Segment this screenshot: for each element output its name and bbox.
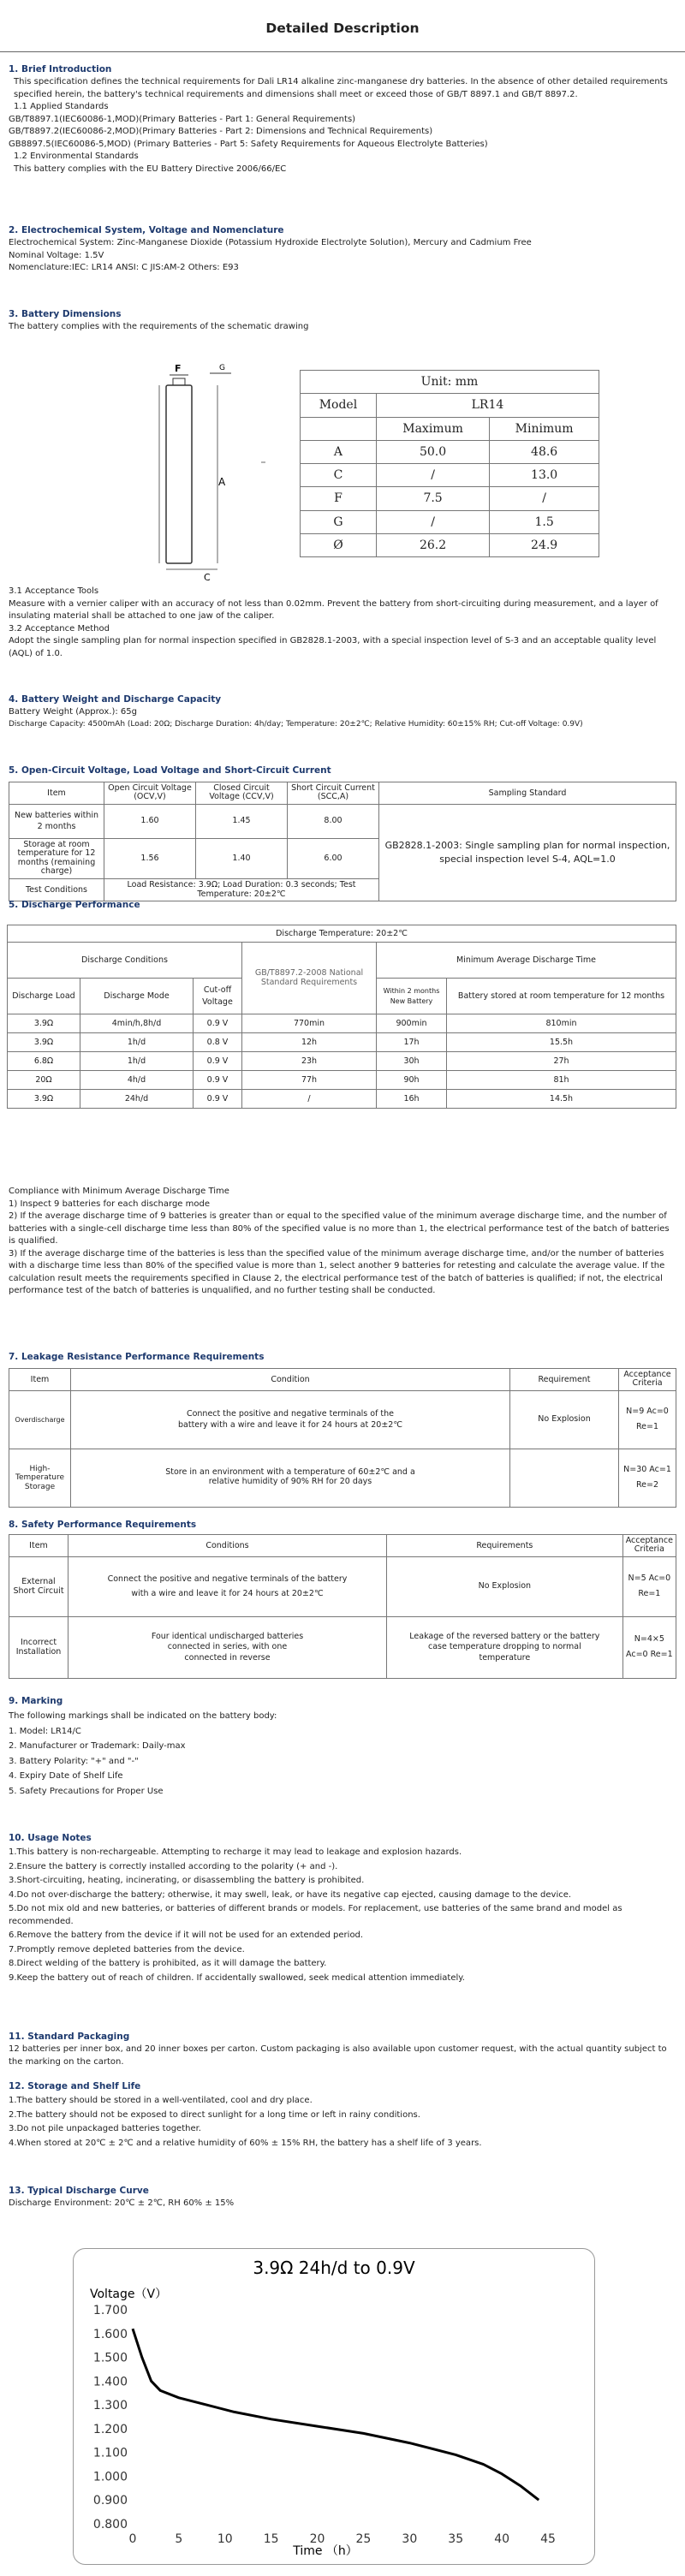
- cell: N=4×5 Ac=0 Re=1: [622, 1616, 676, 1678]
- y-tick-label: 1.000: [92, 2470, 128, 2484]
- section-heading: 8. Safety Performance Requirements: [9, 1520, 197, 1530]
- cell: 27h: [447, 1052, 676, 1071]
- header-cell: Open Circuit Voltage (OCV,V): [104, 782, 196, 805]
- x-tick-label: 15: [263, 2532, 279, 2546]
- table-row: [301, 487, 599, 510]
- cell: 81h: [447, 1071, 676, 1090]
- list-item: 7.Promptly remove depleted batteries from the device.: [9, 1944, 245, 1954]
- table-caption: Unit: mm: [301, 371, 599, 394]
- paragraph: This specification defines the technical requirements for Dali LR14 alkaline zinc-manganese dry batteries. In the absence of other detailed requirements specified herein, the battery's technical requirements and dimensions shall meet or exceed those of GB/T 8897.1 and GB/T 8897.2.: [14, 77, 668, 99]
- paragraph: The battery complies with the requirements of the schematic drawing: [9, 322, 309, 332]
- leakage-table: [9, 1368, 676, 1508]
- list-item: 2.Ensure the battery is correctly installed according to the polarity (+ and -).: [9, 1861, 338, 1871]
- voltage-table: [9, 782, 676, 901]
- list-item: 3.Short-circuiting, heating, incinerating, or disassembling the battery is prohibited.: [9, 1876, 365, 1886]
- table-row: [8, 1052, 676, 1071]
- cell: F: [301, 487, 377, 510]
- header-cell: Discharge Temperature: 20±2℃: [8, 925, 676, 943]
- paragraph: Adopt the single sampling plan for normal inspection specified in GB2828.1-2003, with a special inspection level of S-3 and an acceptable quality level (AQL) of 1.0.: [9, 636, 657, 658]
- section-heading: 9. Marking: [9, 1696, 63, 1706]
- section-packaging: [9, 2031, 676, 2068]
- section-heading: 2. Electrochemical System, Voltage and Nomenclature: [9, 225, 284, 235]
- header-cell: Requirement: [510, 1369, 619, 1391]
- header-cell: Acceptance Criteria: [619, 1369, 676, 1391]
- cell: 20Ω: [8, 1071, 80, 1090]
- header-cell: Cut-off Voltage: [194, 979, 242, 1014]
- list-item: 4. Expiry Date of Shelf Life: [9, 1771, 123, 1782]
- dim-label-a: A: [218, 476, 226, 488]
- cell: [510, 1449, 619, 1507]
- standard-item: GB/T8897.1(IEC60086-1,MOD)(Primary Batteries - Part 1: General Requirements): [9, 114, 356, 124]
- header-cell: Minimum Average Discharge Time: [377, 943, 676, 979]
- header-cell: Requirements: [387, 1535, 623, 1557]
- x-tick-label: 5: [175, 2532, 183, 2546]
- cell: GB2828.1-2003: Single sampling plan for normal inspection, special inspection level S-4, AQL=1.0: [379, 804, 676, 901]
- cell: N=5 Ac=0 Re=1: [622, 1556, 676, 1616]
- chart-title: 3.9Ω 24h/d to 0.9V: [253, 2258, 415, 2278]
- section-safety: [9, 1519, 676, 1532]
- list-item: 2. Manufacturer or Trademark: Daily-max: [9, 1741, 186, 1752]
- paragraph: This battery complies with the EU Battery Directive 2006/66/EC: [14, 164, 287, 174]
- cell: 3.9Ω: [8, 1014, 80, 1033]
- cell: 900min: [377, 1014, 447, 1033]
- section-acceptance: [9, 586, 676, 660]
- section-marking: [9, 1695, 676, 1798]
- paragraph: 1) Inspect 9 batteries for each discharge mode: [9, 1199, 210, 1209]
- table-row: [301, 510, 599, 533]
- battery-drawing: [128, 360, 283, 584]
- standard-item: GB/T8897.2(IEC60086-2,MOD)(Primary Batteries - Part 2: Dimensions and Technical Requirements): [9, 127, 433, 137]
- list-item: 5.Do not mix old and new batteries, or batteries of different brands or models. For replacement, use batteries of the same brand and model as recommended.: [9, 1904, 622, 1926]
- discharge-table: [7, 925, 676, 1109]
- section-heading: 5. Discharge Performance: [9, 900, 140, 910]
- cell: No Explosion: [510, 1390, 619, 1449]
- paragraph: Measure with a vernier caliper with an accuracy of not less than 0.02mm. Prevent the battery from short-circuiting during measurement, and a layer of insulating material shall be attached to one jaw of the caliper.: [9, 598, 658, 621]
- cell: Connect the positive and negative terminals of the battery with a wire and leave it for 24 hours at 20±2℃: [68, 1556, 387, 1616]
- cell: 8.00: [288, 804, 379, 838]
- table-row: [301, 464, 599, 487]
- header-cell: Minimum: [490, 417, 599, 440]
- cell: Store in an environment with a temperature of 60±2℃ and a relative humidity of 90% RH for 20 days: [71, 1449, 510, 1507]
- x-tick-label: 30: [402, 2532, 418, 2546]
- cell: External Short Circuit: [9, 1556, 68, 1616]
- table-row: [301, 440, 599, 463]
- cell: 1.60: [104, 804, 196, 838]
- cell: High-Temperature Storage: [9, 1449, 71, 1507]
- table-row: [9, 1556, 676, 1616]
- cell: Overdischarge: [9, 1390, 71, 1449]
- cell: No Explosion: [387, 1556, 623, 1616]
- header-cell: Discharge Load: [8, 979, 80, 1014]
- cell: 90h: [377, 1071, 447, 1090]
- header-cell: Discharge Mode: [80, 979, 194, 1014]
- header-cell: Closed Circuit Voltage (CCV,V): [196, 782, 288, 805]
- safety-table: [9, 1534, 676, 1679]
- table-row: [9, 1390, 676, 1449]
- paragraph: 12 batteries per inner box, and 20 inner boxes per carton. Custom packaging is also available upon customer request, with the actual quantity subject to the marking on the carton.: [9, 2044, 667, 2067]
- dim-label-c: C: [204, 572, 211, 583]
- cell: New batteries within 2 months: [9, 804, 104, 838]
- x-tick-label: 25: [355, 2532, 372, 2546]
- section-brief-intro: [9, 63, 676, 176]
- cell: 0.9 V: [194, 1052, 242, 1071]
- list-item: 2.The battery should not be exposed to direct sunlight for a long time or left in rainy conditions.: [9, 2109, 420, 2120]
- x-tick-label: 20: [309, 2532, 325, 2546]
- header-cell: [301, 417, 377, 440]
- section-voltage: [9, 764, 676, 777]
- y-tick-label: 0.900: [92, 2494, 128, 2508]
- section-heading: 3. Battery Dimensions: [9, 309, 122, 319]
- y-tick-label: 1.400: [92, 2375, 128, 2389]
- y-axis-label: Voltage（V）: [90, 2287, 168, 2301]
- list-item: 4.Do not over-discharge the battery; otherwise, it may swell, leak, or have its negative cap ejected, causing damage to the device.: [9, 1889, 572, 1900]
- section-leakage: [9, 1351, 676, 1364]
- section-heading: 1. Brief Introduction: [9, 64, 112, 74]
- cell: Incorrect Installation: [9, 1616, 68, 1678]
- dim-label-f: F: [175, 363, 182, 374]
- cell: 1h/d: [80, 1052, 194, 1071]
- list-item: 3.Do not pile unpackaged batteries together.: [9, 2124, 201, 2134]
- list-item: 3. Battery Polarity: "+" and "-": [9, 1756, 139, 1766]
- cell: 0.9 V: [194, 1014, 242, 1033]
- x-tick-label: 45: [540, 2532, 556, 2546]
- cell: /: [376, 510, 489, 533]
- cell: /: [376, 464, 489, 487]
- y-tick-label: 1.700: [92, 2304, 128, 2317]
- list-item: 9.Keep the battery out of reach of children. If accidentally swallowed, seek medical attention immediately.: [9, 1972, 465, 1983]
- cell: 1h/d: [80, 1033, 194, 1052]
- cell: Leakage of the reversed battery or the battery case temperature dropping to normal temperature: [387, 1616, 623, 1678]
- section-usage-notes: [9, 1832, 676, 1984]
- dim-label-g: G: [219, 364, 225, 372]
- y-tick-label: 1.300: [92, 2399, 128, 2413]
- cell: Test Conditions: [9, 878, 104, 901]
- section-weight-capacity: [9, 693, 676, 730]
- section-heading: 13. Typical Discharge Curve: [9, 2186, 149, 2196]
- cell: 12h: [242, 1033, 377, 1052]
- table-row: [8, 1014, 676, 1033]
- header-cell: Within 2 months New Battery: [377, 979, 447, 1014]
- cell: /: [490, 487, 599, 510]
- cell: 16h: [377, 1090, 447, 1109]
- section-discharge: [9, 899, 676, 912]
- section-heading: 4. Battery Weight and Discharge Capacity: [9, 694, 222, 705]
- section-heading: 11. Standard Packaging: [9, 2032, 130, 2042]
- cell: 17h: [377, 1033, 447, 1052]
- x-tick-label: 40: [494, 2532, 510, 2546]
- section-heading: 7. Leakage Resistance Performance Requirements: [9, 1352, 265, 1362]
- paragraph: Nomenclature:IEC: LR14 ANSI: C JIS:AM-2 Others: E93: [9, 263, 239, 273]
- y-tick-label: 0.800: [92, 2518, 128, 2531]
- standard-item: GB8897.5(IEC60086-5,MOD) (Primary Batteries - Part 5: Safety Requirements for Aqueous Electrolyte Batteries): [9, 139, 488, 149]
- table-row: [8, 1090, 676, 1109]
- cell: 14.5h: [447, 1090, 676, 1109]
- cell: 1.40: [196, 838, 288, 878]
- table-row: [9, 1616, 676, 1678]
- header-cell: Item: [9, 1369, 71, 1391]
- cell: 48.6: [490, 440, 599, 463]
- paragraph: Discharge Capacity: 4500mAh (Load: 20Ω; Discharge Duration: 4h/day; Temperature: 20±2℃; Relative Humidity: 60±15% RH; Cut-off Voltage: 0.9V): [9, 719, 583, 729]
- header-cell: Item: [9, 1535, 68, 1557]
- section-storage: [9, 2080, 676, 2150]
- cell: A: [301, 440, 377, 463]
- cell: Four identical undischarged batteries connected in series, with one connected in reverse: [68, 1616, 387, 1678]
- subheading: 3.1 Acceptance Tools: [9, 586, 99, 596]
- cell: 6.8Ω: [8, 1052, 80, 1071]
- cell: 23h: [242, 1052, 377, 1071]
- header-cell: Discharge Conditions: [8, 943, 242, 979]
- paragraph: Electrochemical System: Zinc-Manganese Dioxide (Potassium Hydroxide Electrolyte Solution), Mercury and Cadmium Free: [9, 238, 532, 248]
- cell: 770min: [242, 1014, 377, 1033]
- cell: 15.5h: [447, 1033, 676, 1052]
- header-cell: Acceptance Criteria: [622, 1535, 676, 1557]
- list-item: 1. Model: LR14/C: [9, 1726, 81, 1736]
- cell: 7.5: [376, 487, 489, 510]
- cell: N=30 Ac=1 Re=2: [619, 1449, 676, 1507]
- x-tick-label: 0: [128, 2532, 137, 2546]
- y-tick-label: 1.200: [92, 2422, 128, 2436]
- cell: 13.0: [490, 464, 599, 487]
- cell: Load Resistance: 3.9Ω; Load Duration: 0.3 seconds; Test Temperature: 20±2℃: [104, 878, 379, 901]
- cell: G: [301, 510, 377, 533]
- cell: 3.9Ω: [8, 1033, 80, 1052]
- y-tick-label: 1.100: [92, 2446, 128, 2460]
- cell: 26.2: [376, 534, 489, 557]
- header-cell: GB/T8897.2-2008 National Standard Requirements: [242, 943, 377, 1014]
- subheading: Compliance with Minimum Average Discharge Time: [9, 1187, 229, 1196]
- list-item: 4.When stored at 20℃ ± 2℃ and a relative humidity of 60% ± 15% RH, the battery has a shelf life of 3 years.: [9, 2138, 482, 2148]
- cell: /: [242, 1090, 377, 1109]
- cell: Storage at room temperature for 12 months (remaining charge): [9, 838, 104, 878]
- header-cell: Condition: [71, 1369, 510, 1391]
- table-row: [8, 1033, 676, 1052]
- paragraph: Discharge Environment: 20℃ ± 2℃, RH 60% ± 15%: [9, 2198, 235, 2209]
- x-tick-label: 35: [448, 2532, 464, 2546]
- header-cell: Battery stored at room temperature for 12 months: [447, 979, 676, 1014]
- table-row: [301, 534, 599, 557]
- cell: 4min/h,8h/d: [80, 1014, 194, 1033]
- cell: 0.9 V: [194, 1071, 242, 1090]
- subheading: 3.2 Acceptance Method: [9, 623, 110, 634]
- cell: 24.9: [490, 534, 599, 557]
- discharge-curve-chart: [73, 2248, 595, 2565]
- header-cell: Item: [9, 782, 104, 805]
- header-cell: Model: [301, 394, 377, 417]
- header-cell: LR14: [376, 394, 599, 417]
- cell: C: [301, 464, 377, 487]
- y-tick-label: 1.600: [92, 2327, 128, 2341]
- x-axis-label: Time （h）: [293, 2544, 358, 2558]
- cell: 0.9 V: [194, 1090, 242, 1109]
- list-item: 5. Safety Precautions for Proper Use: [9, 1786, 164, 1796]
- cell: 77h: [242, 1071, 377, 1090]
- cell: Connect the positive and negative terminals of the battery with a wire and leave it for 24 hours at 20±2℃: [71, 1390, 510, 1449]
- page-title: Detailed Description: [265, 21, 420, 36]
- subheading: 1.1 Applied Standards: [14, 102, 109, 112]
- header-cell: Conditions: [68, 1535, 387, 1557]
- cell: 30h: [377, 1052, 447, 1071]
- cell: Ø: [301, 534, 377, 557]
- section-electrochemical: [9, 224, 676, 275]
- section-discharge-curve: [9, 2185, 676, 2210]
- cell: 1.45: [196, 804, 288, 838]
- cell: 3.9Ω: [8, 1090, 80, 1109]
- x-tick-label: 10: [217, 2532, 233, 2546]
- list-item: 1.The battery should be stored in a well-ventilated, cool and dry place.: [9, 2096, 313, 2106]
- list-item: 8.Direct welding of the battery is prohibited, as it will damage the battery.: [9, 1959, 327, 1969]
- cell: 810min: [447, 1014, 676, 1033]
- paragraph: 3) If the average discharge time of the batteries is less than the specified value of the minimum average discharge time, and/or the number of batteries with a discharge time less than 80% of the specified value is more than 1, select another 9 batteries for retesting and calculate the average value. If the calculation result meets the requirements specified in Clause 2, the electrical performance test of the batch of batteries is qualified; if not, the electrical performance test of the batch of batteries is unqualified, and no further testing shall be conducted.: [9, 1248, 665, 1295]
- cell: 4h/d: [80, 1071, 194, 1090]
- cell: 0.8 V: [194, 1033, 242, 1052]
- section-dimensions: [9, 308, 676, 334]
- paragraph: Nominal Voltage: 1.5V: [9, 250, 104, 260]
- y-tick-label: 1.500: [92, 2351, 128, 2365]
- paragraph: Battery Weight (Approx.): 65g: [9, 707, 137, 717]
- paragraph: The following markings shall be indicated on the battery body:: [9, 1711, 277, 1722]
- dimension-table: [300, 370, 599, 557]
- section-heading: 10. Usage Notes: [9, 1833, 92, 1843]
- header-cell: Sampling Standard: [379, 782, 676, 805]
- section-heading: 5. Open-Circuit Voltage, Load Voltage and Short-Circuit Current: [9, 765, 331, 776]
- cell: 24h/d: [80, 1090, 194, 1109]
- list-item: 1.This battery is non-rechargeable. Attempting to recharge it may lead to leakage and explosion hazards.: [9, 1847, 462, 1858]
- cell: 6.00: [288, 838, 379, 878]
- section-compliance: [9, 1186, 676, 1298]
- table-row: [9, 1449, 676, 1507]
- cell: 50.0: [376, 440, 489, 463]
- cell: 1.5: [490, 510, 599, 533]
- section-heading: 12. Storage and Shelf Life: [9, 2081, 141, 2091]
- cell: N=9 Ac=0 Re=1: [619, 1390, 676, 1449]
- header-cell: Short Circuit Current (SCC,A): [288, 782, 379, 805]
- header-cell: Maximum: [376, 417, 489, 440]
- title-divider: [0, 51, 685, 52]
- subheading: 1.2 Environmental Standards: [14, 152, 139, 162]
- paragraph: 2) If the average discharge time of 9 batteries is greater than or equal to the specified value of the minimum average discharge time, and the number of batteries with a single-cell discharge time less than 80% of the specified value is no more than 1, the electrical performance test of the batch of batteries is qualified.: [9, 1211, 670, 1246]
- table-row: [8, 1071, 676, 1090]
- cell: 1.56: [104, 838, 196, 878]
- list-item: 6.Remove the battery from the device if it will not be used for an extended period.: [9, 1931, 364, 1941]
